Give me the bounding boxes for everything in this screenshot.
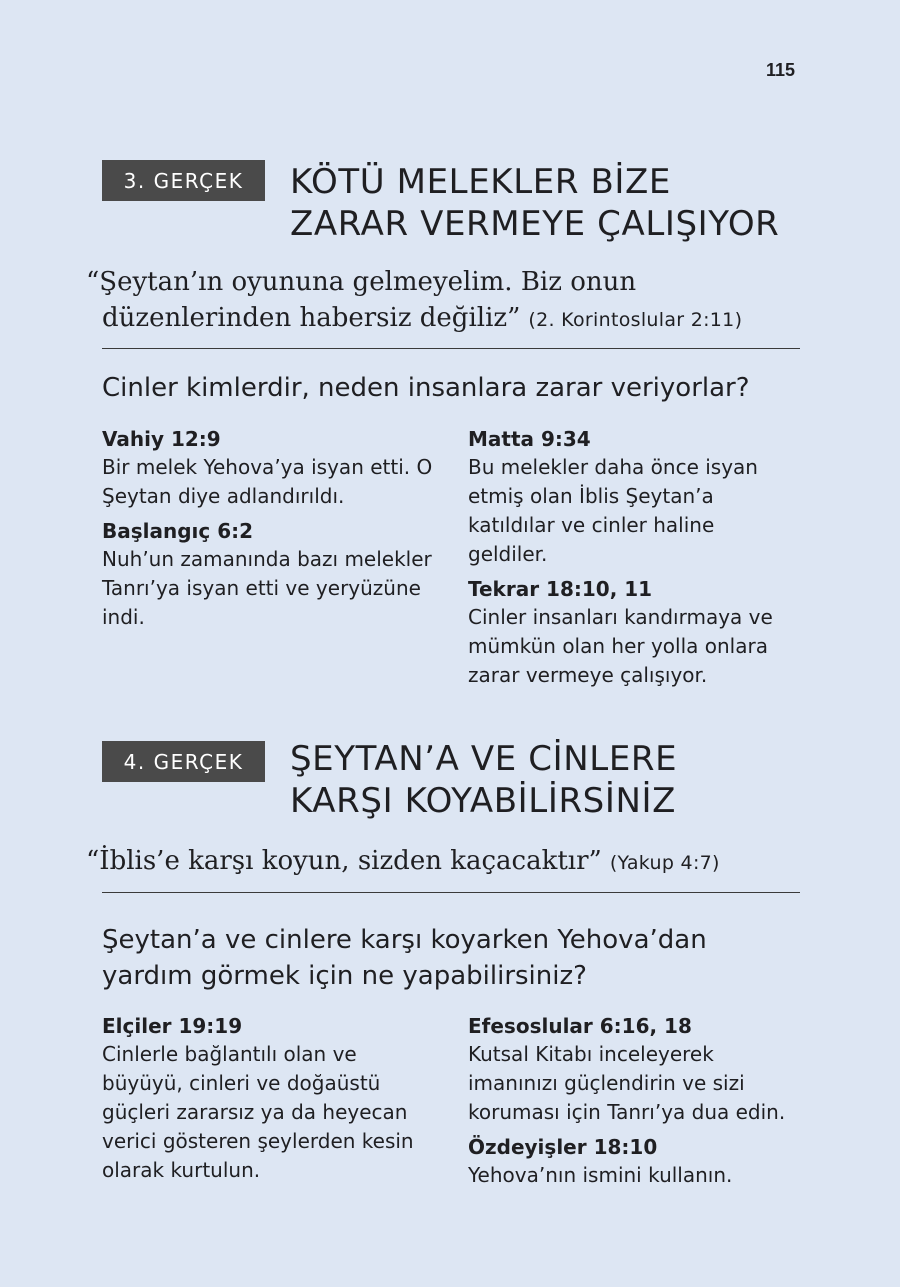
scripture-summary: Bir melek Yehova’ya isyan etti. O Şeytan diye adlandırıldı. xyxy=(102,455,433,508)
scripture-quote xyxy=(86,264,806,338)
question-line: yardım görmek için ne yapabilirsiniz? xyxy=(102,961,587,991)
right-column xyxy=(468,1012,798,1196)
scripture-reference: Başlangıç 6:2 xyxy=(102,519,254,543)
scripture-item xyxy=(468,425,798,569)
scripture-reference: Elçiler 19:19 xyxy=(102,1014,243,1038)
quote-line: “İblis’e karşı koyun, sizden kaçacaktır” xyxy=(86,846,602,876)
scripture-item xyxy=(102,425,442,511)
left-column xyxy=(102,1012,442,1191)
scripture-reference: Vahiy 12:9 xyxy=(102,427,221,451)
scripture-item xyxy=(468,1133,798,1190)
scripture-item xyxy=(102,1012,442,1185)
right-column xyxy=(468,425,798,696)
divider xyxy=(102,348,800,349)
scripture-summary: Yehova’nın ismini kullanın. xyxy=(468,1163,733,1187)
heading-line: ŞEYTAN’A VE CİNLERE xyxy=(290,739,678,779)
section-tag: 3. GERÇEK xyxy=(102,160,265,201)
scripture-summary: Kutsal Kitabı inceleyerek imanınızı güçlendirin ve sizi koruması için Tanrı’ya dua edin. xyxy=(468,1042,786,1124)
heading-line: ZARAR VERMEYE ÇALIŞIYOR xyxy=(290,204,780,244)
scripture-summary: Nuh’un zamanında bazı melekler Tanrı’ya isyan etti ve yeryüzüne indi. xyxy=(102,547,432,629)
scripture-summary: Cinler insanları kandırmaya ve mümkün olan her yolla onlara zarar vermeye çalışıyor. xyxy=(468,605,773,687)
scripture-reference: Efesoslular 6:16, 18 xyxy=(468,1014,692,1038)
quote-line: düzenlerinden habersiz değiliz” xyxy=(102,303,521,333)
scripture-item xyxy=(102,517,442,632)
quote-reference: (Yakup 4:7) xyxy=(609,852,720,874)
scripture-item xyxy=(468,1012,798,1127)
scripture-summary: Cinlerle bağlantılı olan ve büyüyü, cinleri ve doğaüstü güçleri zararsız ya da heyecan verici gösteren şeylerden kesin olarak kurtulun. xyxy=(102,1042,414,1182)
page-number: 115 xyxy=(766,60,796,80)
divider xyxy=(102,892,800,893)
scripture-reference: Matta 9:34 xyxy=(468,427,591,451)
scripture-summary: Bu melekler daha önce isyan etmiş olan İblis Şeytan’a katıldılar ve cinler haline geldiler. xyxy=(468,455,758,566)
scripture-quote xyxy=(86,843,806,881)
scripture-reference: Özdeyişler 18:10 xyxy=(468,1135,658,1159)
heading-line: KÖTÜ MELEKLER BİZE xyxy=(290,162,671,202)
scripture-item xyxy=(468,575,798,690)
section-question: Cinler kimlerdir, neden insanlara zarar veriyorlar? xyxy=(102,373,750,403)
heading-line: KARŞI KOYABİLİRSİNİZ xyxy=(290,781,677,821)
scripture-reference: Tekrar 18:10, 11 xyxy=(468,577,653,601)
section-tag: 4. GERÇEK xyxy=(102,741,265,782)
question-line: Şeytan’a ve cinlere karşı koyarken Yehova’dan xyxy=(102,925,707,955)
left-column xyxy=(102,425,442,638)
quote-line: “Şeytan’ın oyununa gelmeyelim. Biz onun xyxy=(86,267,637,297)
section-heading xyxy=(290,161,850,245)
quote-reference: (2. Korintoslular 2:11) xyxy=(528,309,743,331)
section-heading xyxy=(290,738,850,822)
section-question xyxy=(102,922,802,994)
